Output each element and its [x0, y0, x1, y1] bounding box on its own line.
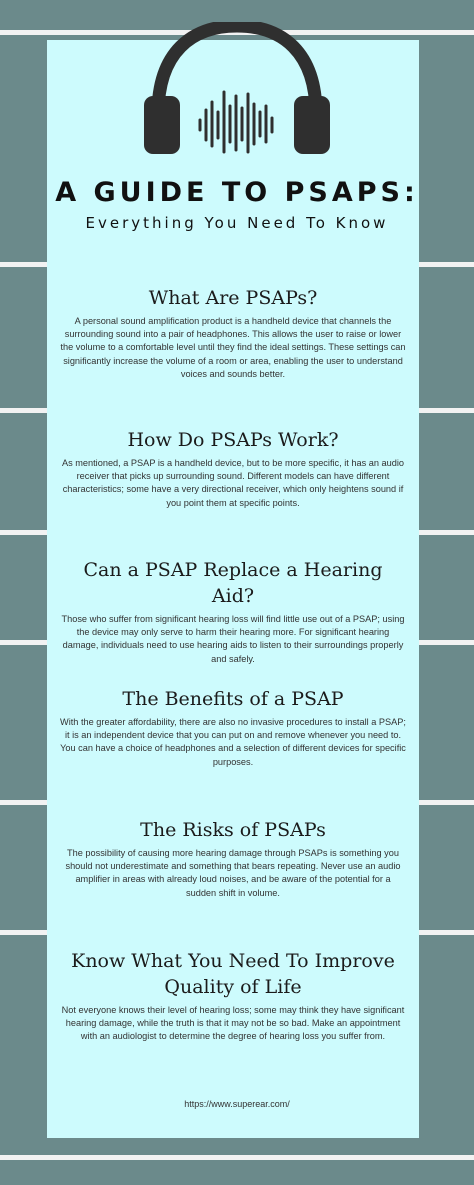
section-risks: [60, 817, 406, 900]
page-subtitle: Everything You Need To Know: [85, 214, 389, 232]
section-body: Those who suffer from significant hearing loss will find little use out of a PSAP; using the device may only serve to harm their hearing more. For significant hearing damage, individuals need to use hearing aids to listen to their surroundings properly and safely.: [61, 614, 405, 664]
section-heading: The Risks of PSAPs: [140, 819, 326, 841]
section-body: A personal sound amplification product is a handheld device that channels the surrounding sound into a pair of headphones. This allows the user to raise or lower the volume to a comfortable level until they find the ideal settings. These settings can significantly increase the volume of a room or area, enabling the user to understand voices and sounds better.: [60, 316, 406, 379]
section-benefits: [60, 686, 406, 769]
section-know-what-you-need: [60, 948, 406, 1044]
footer-url[interactable]: https://www.superear.com/: [184, 1099, 290, 1109]
page-title: A GUIDE TO PSAPS:: [55, 177, 419, 208]
section-body: Not everyone knows their level of hearing loss; some may think they have significant hearing damage, while the truth is that it may not be so bad. Make an appointment with an audiologist to determine the degree of hearing loss you suffer from.: [61, 1005, 405, 1042]
section-replace-hearing-aid: [60, 557, 406, 666]
section-heading: Can a PSAP Replace a Hearing Aid?: [83, 559, 383, 607]
section-how-psaps-work: [60, 427, 406, 510]
section-what-are-psaps: [60, 285, 406, 381]
section-body: The possibility of causing more hearing damage through PSAPs is something you should not underestimate and something that bears repeating. Never use an audio amplifier in areas with already loud noises, and be aware of the potential for a sudden shift in volume.: [65, 848, 401, 898]
section-heading: The Benefits of a PSAP: [122, 688, 344, 710]
section-body: With the greater affordability, there are also no invasive procedures to install a PSAP; it is an independent device that you can put on and remove whenever you need to. You can have a choice of headphones and a selection of different devices for specific purposes.: [60, 717, 406, 767]
section-heading: How Do PSAPs Work?: [127, 429, 339, 451]
section-heading: What Are PSAPs?: [148, 287, 318, 309]
headphones-icon: [140, 22, 334, 162]
section-heading: Know What You Need To Improve Quality of Life: [71, 950, 395, 998]
section-body: As mentioned, a PSAP is a handheld device, but to be more specific, it has an audio receiver that picks up surrounding sound. Different models can have different characteristics; some have a very directional receiver, which only heightens sound if you point them at specific points.: [61, 458, 405, 508]
background-stripe: [0, 1155, 474, 1160]
